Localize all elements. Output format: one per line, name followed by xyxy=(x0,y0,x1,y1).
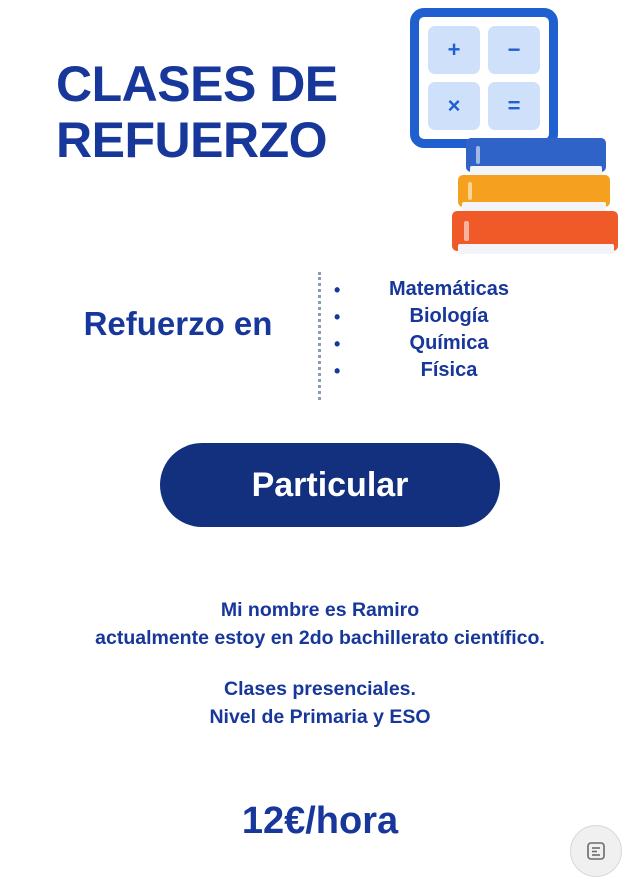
book-blue-spine xyxy=(476,146,480,164)
subject-label: Química xyxy=(409,332,489,354)
share-glyph xyxy=(584,839,608,863)
bullet-icon: • xyxy=(334,306,341,327)
page-title-line-1: CLASES DE xyxy=(56,56,338,112)
list-item xyxy=(334,276,574,303)
book-orange-pages xyxy=(462,202,606,211)
page-title-line-2: REFUERZO xyxy=(56,112,327,168)
share-icon[interactable] xyxy=(570,825,622,877)
book-red-spine xyxy=(464,221,469,241)
subject-label: Física xyxy=(420,359,478,381)
dotted-divider xyxy=(318,272,321,400)
bullet-icon: • xyxy=(334,333,341,354)
calculator-keypad xyxy=(419,17,549,139)
description-line-3: Clases presenciales. xyxy=(224,677,416,700)
calculator-key-equals-icon: = xyxy=(488,82,540,130)
description-paragraph-1 xyxy=(0,596,640,653)
subject-label: Biología xyxy=(409,305,489,327)
list-item xyxy=(334,303,574,330)
description-paragraph-2 xyxy=(0,675,640,732)
particular-badge: Particular xyxy=(160,443,500,527)
book-blue-pages xyxy=(470,166,602,175)
list-item xyxy=(334,330,574,357)
description-line-1: Mi nombre es Ramiro xyxy=(220,599,420,621)
subjects-list xyxy=(334,276,574,384)
subject-label: Matemáticas xyxy=(388,278,510,300)
bullet-icon: • xyxy=(334,360,341,381)
page-title xyxy=(56,56,416,168)
books-icon xyxy=(452,138,624,268)
price-label: 12€/hora xyxy=(241,800,399,842)
description-line-2: actualmente estoy en 2do bachillerato científico. xyxy=(95,627,545,650)
book-orange-spine xyxy=(468,182,472,200)
bullet-icon: • xyxy=(334,279,341,300)
description-line-4: Nivel de Primaria y ESO xyxy=(209,705,431,728)
description-text xyxy=(0,596,640,731)
calculator-key-plus-icon: + xyxy=(428,26,480,74)
calculator-icon xyxy=(410,8,558,148)
calculator-key-multiply-icon: × xyxy=(428,82,480,130)
refuerzo-label: Refuerzo en xyxy=(83,305,273,342)
list-item xyxy=(334,357,574,384)
book-red-pages xyxy=(458,244,614,254)
calculator-key-minus-icon: − xyxy=(488,26,540,74)
